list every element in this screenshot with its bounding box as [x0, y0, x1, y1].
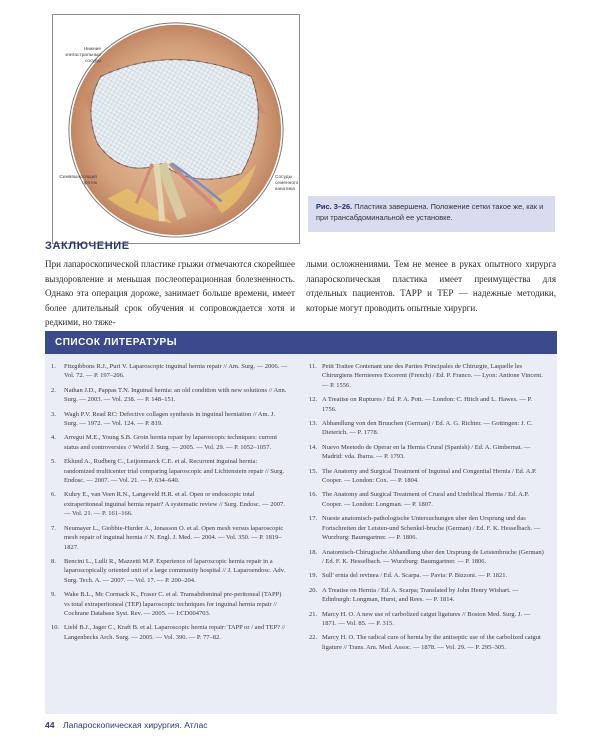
reference-number: 6.	[51, 491, 56, 499]
reference-number: 22.	[309, 634, 318, 642]
references-column-right	[309, 362, 546, 657]
conclusion-text-right: лыми осложнениями. Тем не менее в руках опытного хирурга лапароскопическая пластика имеет преимущества для отдельных пациентов. ТАРР и ТЕР — надежные методики, которые могут проводить опытные хирурги.	[306, 259, 556, 313]
reference-number: 1.	[51, 363, 56, 370]
reference-number: 20.	[309, 586, 318, 594]
conclusion-column-left	[45, 257, 295, 330]
reference-number: 21.	[309, 610, 318, 618]
reference-text: Kuhry E., van Veen R.N., Langeveld H.R. et al. Open or endoscopic total extraperitoneal inguinal hernia repair? A systematic review // Surg. Endosc. — 2007. — Vol. 21. — P. 161–166.	[64, 491, 285, 518]
reference-item	[309, 633, 546, 652]
reference-text: Neumayer L., Giobbie-Hurder A., Jonasson O. et al. Open mesh versus laparoscopic mesh repair of inguinal hernia // N. Engl. J. Med. — 2004. — Vol. 350. — P. 1819–1827.	[64, 524, 284, 551]
reference-text: Petit Traitee Contenant une des Parties Principales de Chirurgie, Laquelle les Chirurgiens Hernieeres Excerent (French) / Ed. P. Franco. — Lyon: Antione Vincent. — P. 1556.	[322, 363, 543, 389]
figure-caption	[308, 196, 555, 232]
reference-item	[51, 410, 288, 429]
reference-number: 12.	[309, 396, 318, 404]
label-epigastric-vessels: Нижние эпигастральные сосуды	[64, 47, 101, 64]
reference-item	[309, 395, 546, 414]
reference-item	[51, 590, 288, 618]
reference-number: 13.	[309, 420, 318, 428]
label-cord-vessels: Сосуды семенного канатика	[275, 175, 299, 192]
reference-item	[51, 524, 288, 552]
reference-number: 7.	[51, 524, 56, 532]
reference-item	[51, 457, 288, 485]
reference-number: 18.	[309, 548, 318, 556]
reference-text: Nathan J.D., Pappas T.N. Inguinal hernia: an old condition with new solutions // Ann. Surg. — 2003. — Vol. 238. — P. 148–151.	[64, 386, 287, 404]
reference-item	[51, 386, 288, 405]
reference-text: Nuevo Meetodo de Operar en la Hernia Crural (Spanish) / Ed. A. Gimbernat. — Madrid: vda. Ibarra. — P. 1793.	[322, 443, 531, 461]
conclusion-column-right	[306, 257, 556, 315]
reference-number: 19.	[309, 572, 318, 580]
reference-text: A Treatise on Hernia / Ed. A. Scarpa; Translated by John Henry Wishart. — Edinburgh: Longman, Hurst, and Rees. — P. 1814.	[322, 586, 519, 604]
conclusion-heading: ЗАКЛЮЧЕНИЕ	[45, 240, 130, 252]
references-panel	[45, 331, 557, 714]
reference-text: The Anatomy and Surgical Treatment of Inguinal and Congenital Hernia / Ed. A.P. Cooper. — London: Cox. — P. 1804.	[322, 467, 537, 485]
references-header	[45, 331, 557, 354]
reference-text: Abhandlung von den Bruuchen (German) / Ed. A. G. Richter. — Gottingen: J. C. Dieterich. — P. 1778.	[322, 420, 533, 437]
reference-item	[309, 586, 546, 605]
reference-item	[51, 490, 288, 518]
reference-text: Bencini L., Lulli R., Mazzetti M.P. Experience of laparoscopic hernia repair in a laparoscopically oriented unit of a large community hospital // J. Laparoendosc. Adv. Surg. Tech. A. — 2007. — Vol. 17. — P. 200–204.	[64, 557, 286, 584]
reference-item	[309, 443, 546, 462]
reference-item	[309, 548, 546, 567]
page-number: 44	[45, 720, 55, 730]
reference-text: Marcy H. O. The radical cure of hernia by the antiseptic use of the carbolized catgut ligature // Trans. Am. Med. Assoc. — 1878. — Vol. 29. — P. 295–305.	[322, 634, 541, 651]
reference-number: 2.	[51, 386, 56, 394]
reference-item	[309, 571, 546, 580]
reference-item	[309, 610, 546, 629]
reference-number: 3.	[51, 410, 56, 418]
references-title: СПИСОК ЛИТЕРАТУРЫ	[55, 337, 178, 348]
reference-number: 10.	[51, 624, 60, 632]
reference-number: 11.	[309, 363, 317, 370]
surgical-illustration	[52, 14, 300, 244]
reference-text: A Treatise on Ruptures / Ed. P. A. Pott. — London: C. Hitch and L. Hawes. — P. 1756.	[322, 396, 532, 413]
reference-item	[51, 557, 288, 585]
reference-number: 8.	[51, 557, 56, 565]
reference-text: Nueste anatomisch-pathologische Untersuchungen uber den Ursprung und das Fortschreiten der Leisten-und Schenkel-bruche (German) / Ed. F. K. Hesselbach. — Wurzburg: Baumgartner. — P. 1806.	[322, 515, 541, 542]
label-spermatic-duct: Семявыносящий проток	[59, 175, 97, 186]
caption-text: Пластика завершена. Положение сетки такое же, как и при трансабдоминальной ее установке.	[316, 202, 544, 222]
reference-number: 9.	[51, 591, 56, 599]
book-title: Лапароскопическая хирургия. Атлас	[62, 720, 208, 730]
reference-item	[309, 362, 546, 390]
reference-number: 4.	[51, 434, 56, 442]
caption-number: Рис. 3–26.	[316, 202, 353, 211]
reference-text: Fitzgibbons R.J., Puri V. Laparoscopic inguinal hernia repair // Am. Surg. — 2006. — Vol. 72. — P. 197–206.	[64, 363, 288, 380]
page-footer	[45, 720, 208, 730]
reference-text: Eklund A., Rudberg C., Leijonmarck C.E. et al. Recurrent inguinal hernia: randomized multicenter trial comparing laparoscopic and Lichtenstein repair // Surg. Endosc. — 2007. — Vol. 21. — P. 634–640.	[64, 458, 285, 485]
reference-item	[51, 362, 288, 381]
reference-number: 15.	[309, 467, 318, 475]
reference-text: Marcy H. O. A new use of carbolized catgut ligatures // Boston Med. Surg. J. — 1871. — Vol. 85. — P. 315.	[322, 610, 531, 627]
reference-item	[309, 419, 546, 438]
reference-text: Sull' ernia del revinea / Ed. A. Scarpa. — Pavia: P. Bizzoni. — P. 1821.	[322, 572, 508, 580]
reference-item	[51, 433, 288, 452]
reference-number: 17.	[309, 515, 318, 523]
reference-item	[51, 623, 288, 642]
conclusion-text-left: При лапароскопической пластике грыжи отмечаются скорейшее выздоровление и меньшая послеоперационная болезненность. Однако эта операция дороже, занимает больше времени, имеет более длительный срок обучения и сопровождается хотя и редкими, но тяже-	[45, 259, 295, 328]
reference-text: Arregui M.E., Young S.B. Groin hernia repair by laparoscopic techniques: current status and controversies // World J. Surg. — 2005. — Vol. 29. — P. 1052–1057.	[64, 434, 278, 451]
reference-number: 16.	[309, 491, 318, 499]
reference-text: Wagh P.V. Read RC: Defective collagen synthesis in inguinal herniation // Am. J. Surg. — 1972. — Vol. 124. — P. 819.	[64, 410, 275, 428]
reference-number: 5.	[51, 458, 56, 466]
reference-item	[309, 514, 546, 542]
reference-item	[309, 467, 546, 486]
reference-number: 14.	[309, 443, 318, 451]
references-column-left	[51, 362, 288, 647]
reference-text: Wake B.L., Mc Cormack K., Fraser C. et al. Transabdominal pre-peritoneal (TAPP) vs total extraperitoneal (TEP) laparoscopic techniques for inguinal hernia repair // Cochrane Database Syst. Rev. — 2005. — I:CD004703.	[64, 591, 282, 617]
reference-item	[309, 490, 546, 509]
reference-text: The Anatomy and Surgical Treatment of Crural and Umbilical Hernia / Ed. A.P. Cooper. — London: Longman. — P. 1807.	[322, 491, 529, 508]
reference-text: Liebl B.J., Jager C., Kraft B. et al. Laparoscopic hernia repair: TAPP or / and TEP? // Langenbecks Arch. Surg. — 2005. — Vol. 390. — P. 77–82.	[64, 624, 286, 641]
reference-text: Anatomisch-Chirugische Abhandlung uber den Ursprung de Leistenbruche (German) / Ed. F. K. Hesselbach. — Wurzburg: Baumgartner. — P. 1806.	[322, 548, 544, 565]
